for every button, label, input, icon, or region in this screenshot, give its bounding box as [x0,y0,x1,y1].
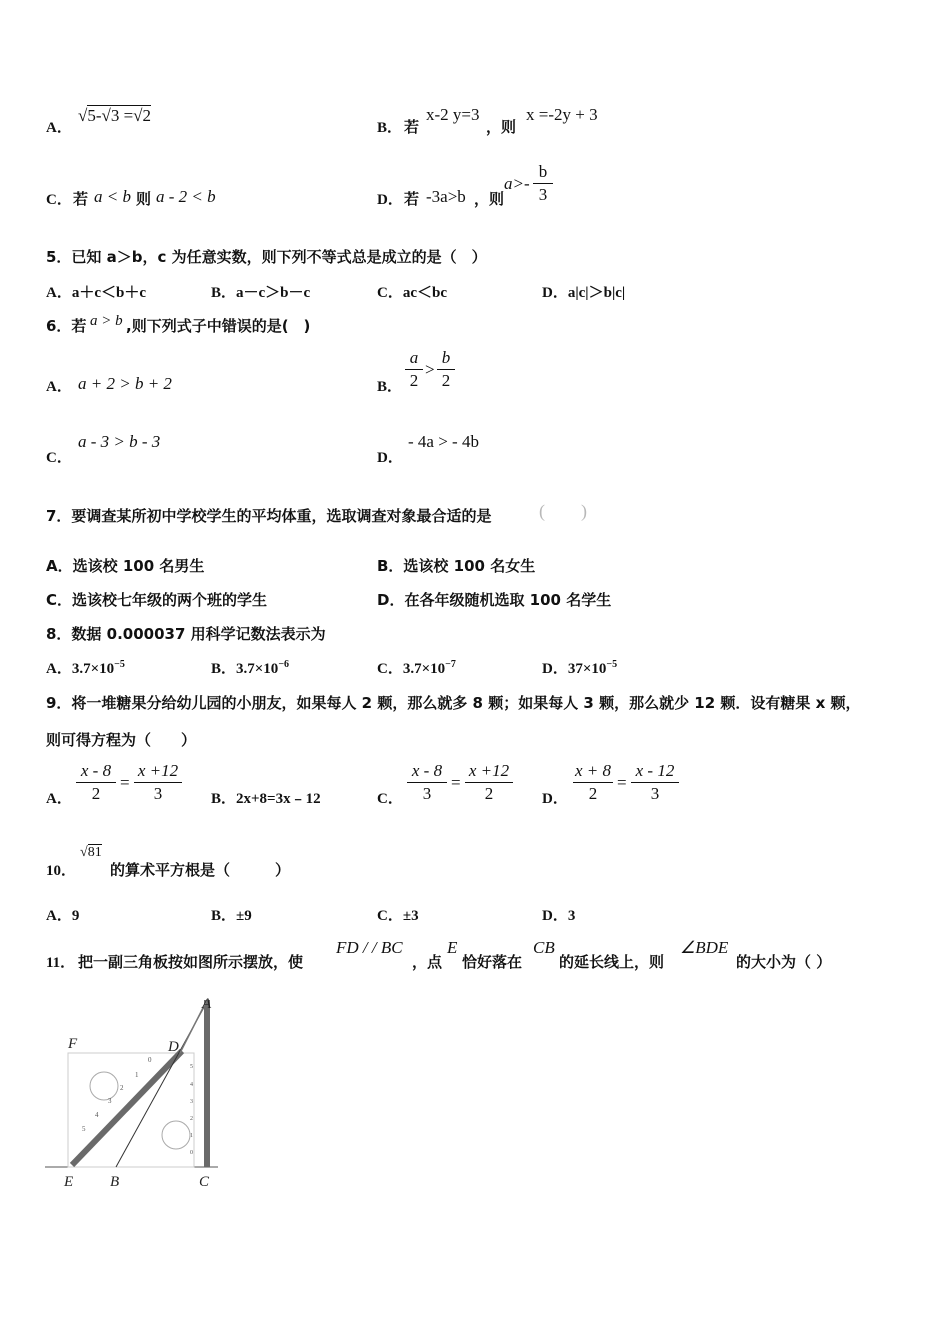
q9-option-b[interactable]: B．2x+8=3x﹣12 [211,791,321,807]
q4-option-b-label: B． [377,120,403,136]
q4-option-d-pre: 若 [404,190,420,208]
q9-option-d-eq: = [617,773,627,792]
q7-option-d[interactable]: D．在各年级随机选取 100 名学生 [377,591,612,609]
q9-option-d-frac1 [573,761,613,804]
q9-option-c-n1: x - 8 [411,761,443,780]
q9-option-a-frac2 [134,761,182,804]
diag-tick-3: 3 [108,1097,112,1105]
q8-option-a-exp: −5 [114,659,125,670]
q11-math-angle: ∠BDE [680,938,729,957]
diag-tick-2: 2 [120,1084,124,1092]
q8-option-d-base: D．37×10 [542,661,607,677]
q4-option-b-mid: ，则 [486,118,517,136]
q8-option-b[interactable] [211,657,289,678]
q11-stem-part5: 的大小为（ ） [736,953,832,971]
q8-option-a[interactable] [46,657,125,678]
q6-option-b-num1: a [409,348,419,367]
q4-option-b-condition: x-2 y=3 [426,105,480,124]
q9-option-d-d1: 2 [588,784,598,803]
q9-option-a-n2: x +12 [137,761,179,780]
q9-option-d-label: D． [542,791,568,807]
q9-option-a-frac1 [76,761,116,804]
q4-option-c-label: C． [46,192,72,208]
fraction-bar [405,369,423,370]
q4-option-d-result-lhs: a>- [504,174,530,193]
q6-stem-pre: 6．若 [46,317,87,335]
q11-stem-part3: 恰好落在 [462,953,523,971]
q7-option-b[interactable]: B．选该校 100 名女生 [377,557,536,575]
q6-option-a-label: A． [46,379,72,395]
fraction-bar [407,782,447,783]
q4-option-a-label: A． [46,120,72,136]
q6-option-c-label: C． [46,450,72,466]
q8-option-d[interactable] [542,657,617,678]
q4-option-c-pre: 若 [73,190,89,208]
q4-option-d-mid: ，则 [474,190,505,208]
q10-radicand: 81 [87,845,102,860]
label-c: C [199,1174,210,1190]
q7-option-c[interactable]: C．选该校七年级的两个班的学生 [46,591,268,609]
q11-stem-part1: 把一副三角板按如图所示摆放，使 [78,953,304,971]
protractor-hole-2 [162,1121,190,1149]
q4-option-d-numerator: b [538,162,548,181]
fraction-bar [631,782,679,783]
q9-option-d-n2: x - 12 [635,761,675,780]
label-f: F [68,1036,78,1052]
q5-option-a[interactable]: A．a＋c＜b＋c [46,285,146,301]
q9-stem-line1: 9．将一堆糖果分给幼儿园的小朋友，如果每人 2 颗，那么就多 8 颗；如果每人 3 颗，那么就少 12 颗．设有糖果 x 颗， [46,694,861,712]
q10-option-a[interactable]: A．9 [46,908,80,924]
q6-option-b-fraction-right [437,348,455,391]
q10-option-b[interactable]: B．±9 [211,908,252,924]
q9-option-a-n1: x - 8 [80,761,112,780]
q6-option-b-fraction-left [405,348,423,391]
label-e: E [64,1174,74,1190]
q4-option-a-math: √5-√3 =√2 [78,106,152,125]
q4-option-c-condition: a < b [94,187,131,206]
q9-option-c-d2: 2 [484,784,494,803]
q9-option-c-d1: 3 [422,784,432,803]
q11-math-point-e: E [447,938,458,957]
q8-option-c-base: C．3.7×10 [377,661,446,677]
q6-stem-condition: a > b [90,313,123,329]
q6-option-d-label: D． [377,450,403,466]
q5-option-b[interactable]: B．a－c＞b－c [211,285,311,301]
q9-option-d-frac2 [631,761,679,804]
q4-option-c-mid: 则 [136,190,152,208]
q10-radical: √81 [80,845,102,860]
q11-math-cb: CB [533,938,555,957]
q4-option-b-result: x =-2y + 3 [526,105,598,124]
q8-option-c-exp: −7 [445,659,456,670]
q10-number: 10． [46,863,77,879]
q9-option-c-frac2 [465,761,513,804]
fraction-bar [533,183,553,184]
q9-option-d-d2: 3 [650,784,660,803]
protractor-hole-1 [90,1072,118,1100]
triangle-boards-figure [40,990,230,1195]
q8-option-d-exp: −5 [606,659,618,670]
q6-option-c-math[interactable]: a - 3 > b - 3 [78,432,161,451]
diag-tick-1: 1 [135,1071,139,1079]
fraction-bar [573,782,613,783]
q9-option-d-n1: x + 8 [574,761,612,780]
vert-tick-3: 3 [190,1099,193,1105]
q6-option-b-den1: 2 [409,371,419,390]
q6-option-b-den2: 2 [441,371,451,390]
label-a: A [202,996,212,1012]
fraction-bar [134,782,182,783]
q4-option-d-denominator: 3 [538,185,548,204]
q6-option-b-num2: b [441,348,451,367]
q4-option-d-fraction [533,162,553,205]
vert-tick-0: 0 [190,1150,193,1156]
q10-option-d[interactable]: D．3 [542,908,576,924]
q6-option-b-label: B． [377,379,403,395]
q11-stem-part2: ，点 [412,953,443,971]
diag-tick-0: 0 [148,1056,152,1064]
q9-option-a-d1: 2 [91,784,101,803]
q8-option-b-exp: −6 [278,659,290,670]
q5-option-c[interactable]: C．ac＜bc [377,285,447,301]
q4-option-d-label: D． [377,192,403,208]
q4-option-d-condition: -3a>b [426,187,466,206]
label-b: B [110,1174,120,1190]
vert-tick-5: 5 [190,1064,193,1070]
q9-option-a-eq: = [120,773,130,792]
q10-option-c[interactable]: C．±3 [377,908,419,924]
q6-option-d-math[interactable]: - 4a > - 4b [408,432,479,451]
fraction-bar [76,782,116,783]
q10-stem: 的算术平方根是（ ） [110,861,291,879]
q9-option-a-label: A． [46,791,72,807]
diag-tick-4: 4 [95,1111,99,1119]
fraction-bar [465,782,513,783]
diag-tick-5: 5 [82,1125,86,1133]
q9-stem-line2: 则可得方程为（ ） [46,731,197,749]
label-d: D [168,1039,179,1055]
q9-option-c-label: C． [377,791,403,807]
q8-option-a-base: A．3.7×10 [46,661,115,677]
q11-math-parallel: FD / / BC [336,938,403,957]
q4-option-a-expr: 5-√3 =√2 [87,106,152,125]
vert-tick-2: 2 [190,1116,193,1122]
q7-answer-paren: ( ) [539,501,587,521]
q6-option-a-math[interactable]: a + 2 > b + 2 [78,374,172,393]
q7-stem: 7．要调查某所初中学校学生的平均体重，选取调查对象最合适的是 [46,507,492,525]
q6-option-b-op: > [425,360,435,379]
q9-option-a-d2: 3 [153,784,163,803]
q9-option-c-n2: x +12 [468,761,510,780]
q9-option-c-frac1 [407,761,447,804]
q9-option-c-eq: = [451,773,461,792]
q11-stem-part4: 的延长线上，则 [559,953,665,971]
q8-option-c[interactable] [377,657,456,678]
q7-option-a[interactable]: A．选该校 100 名男生 [46,557,205,575]
q4-option-b-pre: 若 [404,118,420,136]
q5-stem: 5．已知 a＞b，c 为任意实数，则下列不等式总是成立的是（ ） [46,248,487,266]
q4-option-c-result: a - 2 < b [156,187,216,206]
q8-option-b-base: B．3.7×10 [211,661,279,677]
vert-tick-1: 1 [190,1133,193,1139]
q5-option-d[interactable]: D．a|c|＞b|c| [542,285,626,301]
q6-stem-post: ,则下列式子中错误的是( ) [126,317,311,335]
q8-stem: 8．数据 0.000037 用科学记数法表示为 [46,625,326,643]
q11-number: 11． [46,955,76,971]
fraction-bar [437,369,455,370]
vert-tick-4: 4 [190,1082,193,1088]
